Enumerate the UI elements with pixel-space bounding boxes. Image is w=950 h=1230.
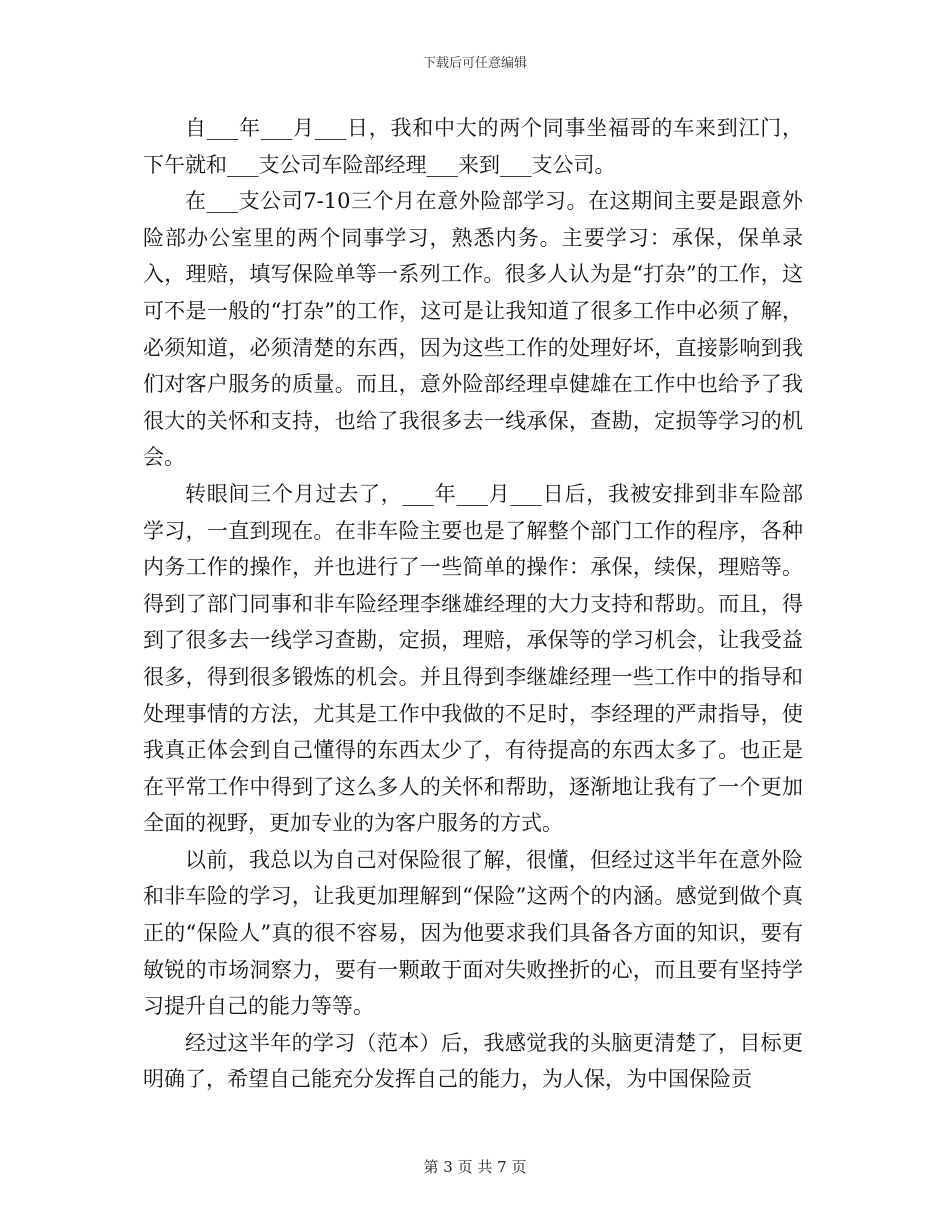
paragraph-5: 经过这半年的学习（范本）后，我感觉我的头脑更清楚了，目标更明确了，希望自己能充分发挥自己的能力，为人保，为中国保险贡	[143, 1030, 803, 1092]
paragraph-3: 转眼间三个月过去了，___年___月___日后，我被安排到非车险部学习，一直到现在。在非车险主要也是了解整个部门工作的程序，各种内务工作的操作，并也进行了一些简单的操作：承保，续保，理赔等。得到了部门同事和非车险经理李继雄经理的大力支持和帮助。而且，得到了很多去一线学习查勘，定损，理赔，承保等的学习机会，让我受益很多，得到很多锻炼的机会。并且得到李继雄经理一些工作中的指导和处理事情的方法，尤其是工作中我做的不足时，李经理的严肃指导，使我真正体会到自己懂得的东西太少了，有待提高的东西太多了。也正是在平常工作中得到了这么多人的关怀和帮助，逐渐地让我有了一个更加全面的视野，更加专业的为客户服务的方式。	[143, 481, 803, 836]
paragraph-2: 在___支公司7-10三个月在意外险部学习。在这期间主要是跟意外险部办公室里的两个同事学习，熟悉内务。主要学习：承保，保单录入，理赔，填写保险单等一系列工作。很多人认为是“打杂”的工作，这可不是一般的“打杂”的工作，这可是让我知道了很多工作中必须了解，必须知道，必须清楚的东西，因为这些工作的处理好坏，直接影响到我们对客户服务的质量。而且，意外险部经理卓健雄在工作中也给予了我很大的关怀和支持，也给了我很多去一线承保，查勘，定损等学习的机会。	[143, 189, 803, 470]
document-body	[143, 110, 803, 1098]
paragraph-1: 自___年___月___日，我和中大的两个同事坐福哥的车来到江门，下午就和___支公司车险部经理___来到___支公司。	[143, 116, 803, 177]
paragraph-4: 以前，我总以为自己对保险很了解，很懂，但经过这半年在意外险和非车险的学习，让我更加理解到“保险”这两个的内涵。感觉到做个真正的“保险人”真的很不容易，因为他要求我们具备各方面的知识，要有敏锐的市场洞察力，要有一颗敢于面对失败挫折的心，而且要有坚持学习提升自己的能力等等。	[143, 847, 803, 1019]
page-footer-indicator: 第 3 页 共 7 页	[423, 1158, 527, 1176]
page-header-note: 下载后可任意编辑	[422, 56, 527, 71]
